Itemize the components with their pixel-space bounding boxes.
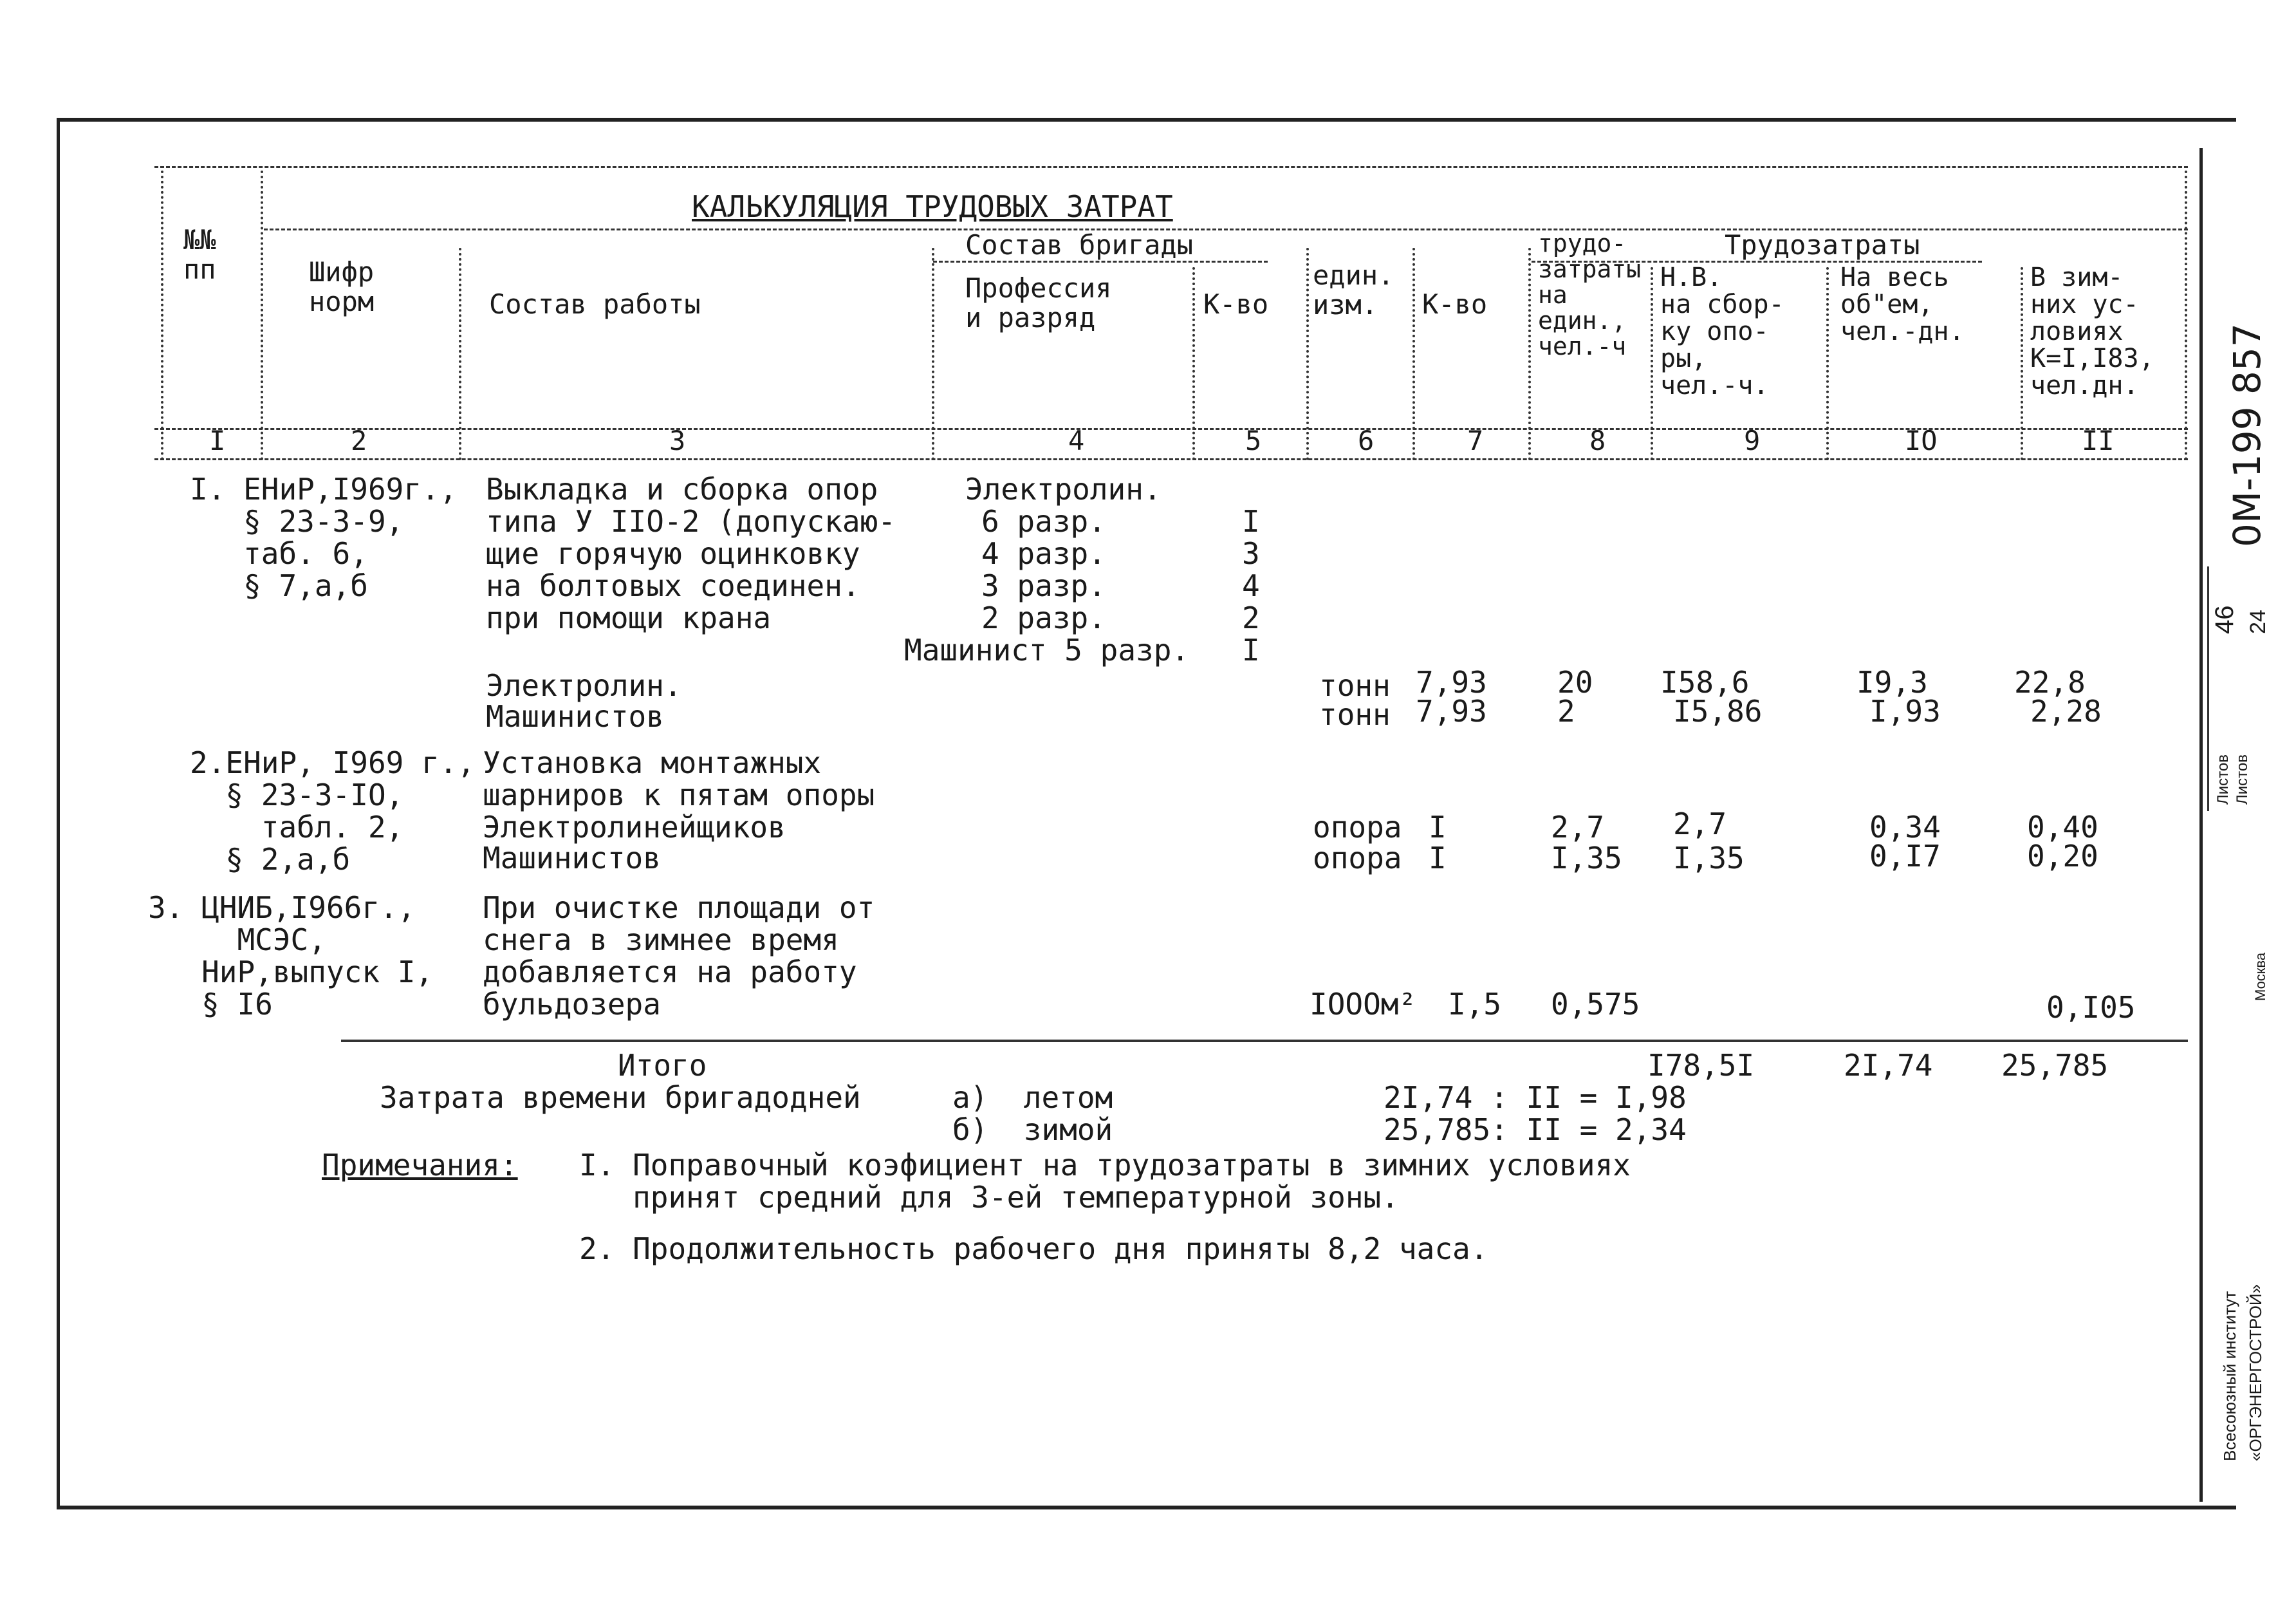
row1-code: I. ЕНиР,I969г., § 23-3-9, таб. 6, § 7,а,б — [190, 472, 458, 603]
row2-sub2-labor-unit: I,35 — [1551, 841, 1622, 875]
header-qty: К-во — [1422, 288, 1488, 320]
header-profession: Профессия и разряд — [965, 272, 1112, 333]
row1-count-2: 3 — [1242, 536, 1260, 571]
col-sep-9 — [1826, 267, 1829, 460]
row1-count-3: 4 — [1242, 568, 1260, 603]
col-sep-3 — [932, 248, 934, 460]
row1-sub1-qty: 7,93 — [1416, 665, 1487, 700]
col-sep-5 — [1306, 248, 1309, 460]
col-sep-4 — [1192, 267, 1195, 460]
row1-sub1-name: Электролин. — [486, 668, 682, 703]
header-unit: един. изм. — [1313, 259, 1394, 321]
col-number-7: 7 — [1467, 425, 1484, 456]
city: Москва — [2252, 952, 2268, 1001]
row3-labor-unit: 0,575 — [1551, 987, 1640, 1022]
row1-prof-3: 3 разр. — [981, 568, 1106, 603]
col-number-11: II — [2082, 425, 2115, 456]
col-number-8: 8 — [1589, 425, 1606, 456]
row1-sub1-total: I9,3 — [1856, 665, 1928, 700]
col-sep-8 — [1651, 267, 1653, 460]
row1-sub1-labor-unit: 20 — [1557, 665, 1593, 700]
col-number-4: 4 — [1068, 425, 1085, 456]
winter-label: б) зимой — [952, 1112, 1113, 1147]
row2-sub1-nv: 2,7 — [1673, 807, 1727, 841]
summer-calc: 2I,74 : II = I,98 — [1384, 1080, 1687, 1115]
row3-unit: IOOOм² — [1310, 987, 1417, 1022]
row3-qty: I,5 — [1448, 987, 1502, 1022]
summer-label: а) летом — [952, 1080, 1113, 1115]
row2-code: 2.ЕНиР, I969 г., § 23-3-IO, табл. 2, § 2,а,б — [190, 745, 476, 877]
col-sep-11 — [2185, 171, 2187, 460]
header-no: №№ пп — [183, 224, 216, 285]
row1-prof-2: 4 разр. — [981, 536, 1106, 571]
row2-sub2-total: 0,I7 — [1869, 839, 1941, 873]
header-total: На весь об"ем, чел.-дн. — [1840, 263, 1965, 346]
row1-sub2-qty: 7,93 — [1416, 694, 1487, 729]
row1-sub1-winter: 22,8 — [2014, 665, 2086, 700]
row2-sub2-unit: опора — [1313, 841, 1402, 875]
sheet-label: Листов Листов — [2214, 754, 2251, 805]
col-number-5: 5 — [1245, 425, 1262, 456]
row2-sub1-total: 0,34 — [1869, 810, 1941, 845]
col-sep-6 — [1412, 248, 1415, 460]
header-labor: Трудозатраты — [1725, 229, 1920, 261]
row2-sub2-nv: I,35 — [1673, 841, 1745, 875]
col-number-10: IO — [1905, 425, 1938, 456]
row2-sub1-name: Электролинейщиков — [483, 810, 786, 845]
row3-code: 3. ЦНИБ,I966г., МСЭС, НиР,выпуск I, § I6 — [148, 890, 434, 1022]
row1-prof-head: Электролин. — [965, 472, 1162, 507]
row3-work: При очистке площади от снега в зимнее время добавляется на работу бульдозера — [483, 890, 875, 1022]
row2-sub2-qty: I — [1429, 841, 1447, 875]
totals-line — [341, 1040, 2188, 1042]
header-labor-unit: трудо- затраты на един., чел.-ч — [1538, 229, 1642, 360]
row2-work: Установка монтажных шарниров к пятам опоры — [483, 745, 875, 812]
row1-sub1-unit: тонн — [1319, 668, 1391, 703]
sheet-number: 46 — [2210, 605, 2239, 634]
frame-right-border — [2199, 148, 2203, 1502]
row2-sub1-unit: опора — [1313, 810, 1402, 845]
row1-sub2-nv: I5,86 — [1673, 694, 1763, 729]
brigade-days-label: Затрата времени бригадодней — [380, 1080, 861, 1115]
row1-sub2-name: Машинистов — [486, 699, 664, 734]
note-1: I. Поправочный коэфициент на трудозатраты в зимних условиях принят средний для 3-ей температурной зоны. — [579, 1148, 1631, 1215]
sheets-total: 24 — [2246, 610, 2270, 634]
col-number-3: 3 — [669, 425, 686, 456]
col-sep-1 — [261, 171, 263, 460]
col-sep-7 — [1528, 248, 1531, 460]
row2-sub1-labor-unit: 2,7 — [1551, 810, 1605, 845]
col-number-6: 6 — [1358, 425, 1375, 456]
row1-machinist: Машинист 5 разр. — [904, 633, 1190, 668]
col-sep-2 — [459, 248, 461, 460]
row1-count-4: 2 — [1242, 601, 1260, 635]
totals-winter: 25,785 — [2001, 1048, 2109, 1083]
header-code: Шифр норм — [309, 256, 375, 317]
header-count: К-во — [1203, 288, 1269, 320]
col-number-2: 2 — [351, 425, 367, 456]
row1-sub2-winter: 2,28 — [2030, 694, 2102, 729]
institute: Всесоюзный институт «ОРГЭНЕРГОСТРОЙ» — [2220, 1284, 2265, 1461]
col-number-1: I — [209, 425, 226, 456]
row1-sub1-nv: I58,6 — [1660, 665, 1750, 700]
row2-sub1-winter: 0,40 — [2027, 810, 2098, 845]
row1-prof-1: 6 разр. — [981, 504, 1106, 539]
header-brigade: Состав бригады — [965, 229, 1194, 261]
row1-machinist-count: I — [1242, 633, 1260, 668]
row1-count-1: I — [1242, 504, 1260, 539]
col-sep-10 — [2021, 267, 2023, 460]
col-number-9: 9 — [1744, 425, 1761, 456]
brigade-underline — [933, 261, 1268, 263]
row2-sub2-winter: 0,20 — [2027, 839, 2098, 873]
col-sep-0 — [161, 171, 163, 460]
header-winter: В зим- них ус- ловиях К=I,I83, чел.дн. — [2030, 263, 2154, 400]
row1-sub2-labor-unit: 2 — [1557, 694, 1575, 729]
winter-calc: 25,785: II = 2,34 — [1384, 1112, 1687, 1147]
header-work: Состав работы — [489, 288, 701, 320]
totals-total: 2I,74 — [1844, 1048, 1933, 1083]
header-top-line — [154, 166, 2188, 168]
note-2: 2. Продолжительность рабочего дня приняты 8,2 часа. — [579, 1231, 1488, 1266]
header-nv: Н.В. на сбор- ку опо- ры, чел.-ч. — [1660, 263, 1784, 400]
notes-label: Примечания: — [322, 1148, 518, 1182]
totals-nv: I78,5I — [1647, 1048, 1755, 1083]
row1-sub2-unit: тонн — [1319, 697, 1391, 732]
table-title: КАЛЬКУЛЯЦИЯ ТРУДОВЫХ ЗАТРАТ — [692, 189, 1173, 224]
row1-sub2-total: I,93 — [1869, 694, 1941, 729]
row3-winter: 0,I05 — [2046, 990, 2136, 1025]
row2-sub2-name: Машинистов — [483, 841, 661, 875]
totals-label: Итого — [618, 1048, 707, 1083]
row1-work: Выкладка и сборка опор типа У IIO-2 (допускаю- щие горячую оцинковку на болтовых соединен. при помощи крана — [486, 472, 896, 635]
doc-number: 0М-199 857 — [2225, 323, 2269, 547]
row2-sub1-qty: I — [1429, 810, 1447, 845]
row1-prof-4: 2 разр. — [981, 601, 1106, 635]
